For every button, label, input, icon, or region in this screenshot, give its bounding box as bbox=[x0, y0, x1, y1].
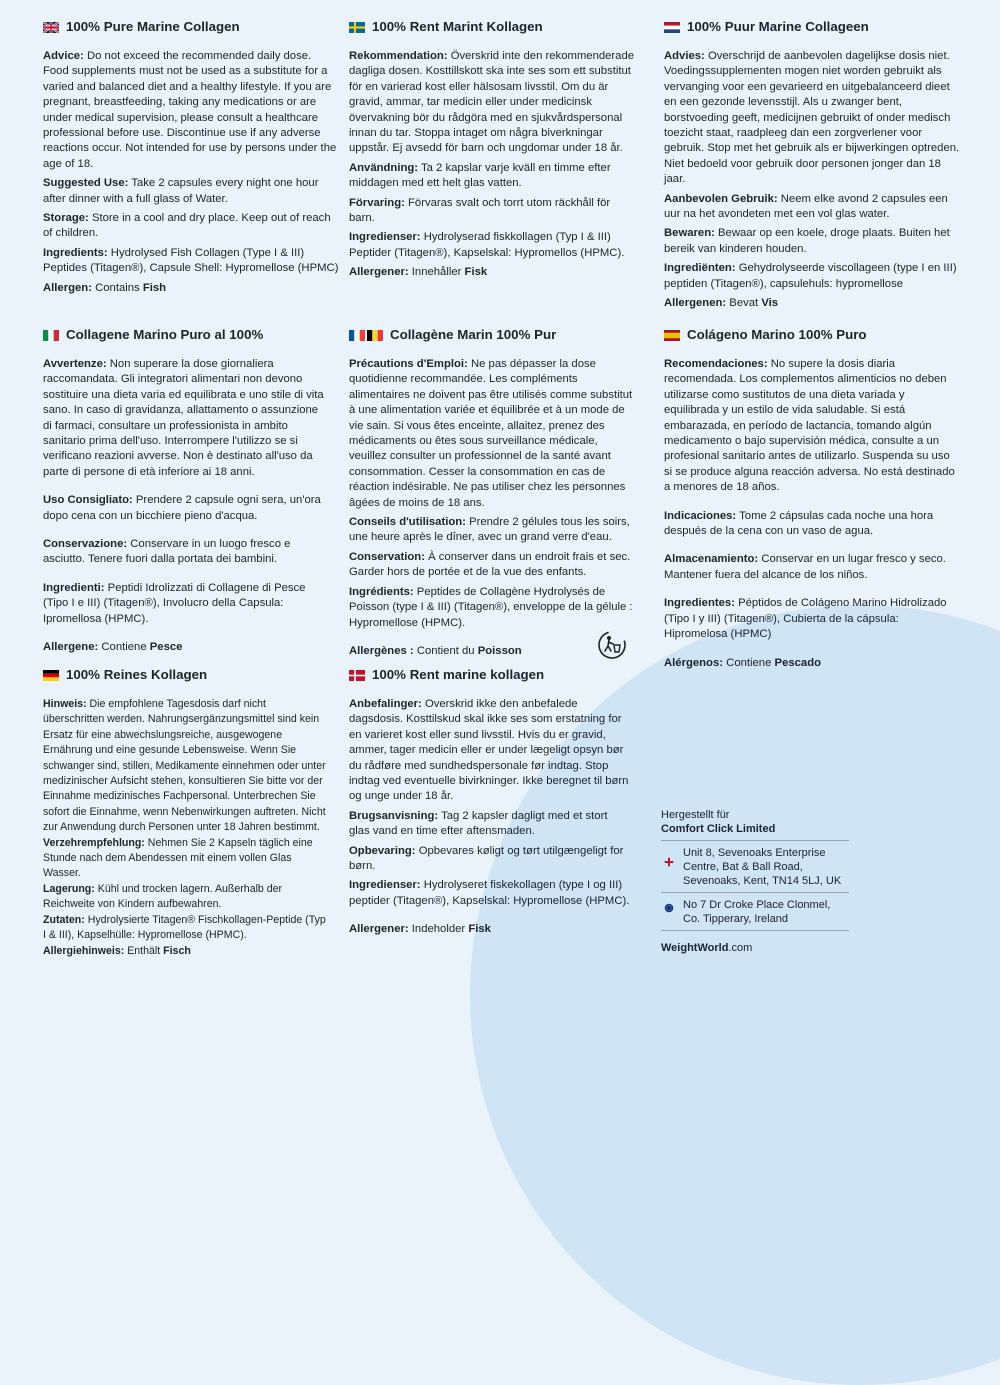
website-domain: .com bbox=[728, 942, 753, 954]
use-label: Conseils d'utilisation: bbox=[349, 516, 466, 529]
allergen-item: Fish bbox=[142, 281, 167, 294]
section-dutch bbox=[664, 19, 960, 316]
sweden-flag-icon bbox=[349, 22, 365, 33]
use-text: Prendre 2 gélules tous les soirs, une heure après le dîner, avec un grand verre d'eau. bbox=[349, 516, 630, 544]
allergen-label: Allergene: bbox=[43, 641, 99, 654]
use-text: Tome 2 cápsulas cada noche una hora después de la cena con un vaso de agua. bbox=[664, 509, 934, 538]
manufacturer-block bbox=[661, 808, 849, 955]
section-italian bbox=[43, 327, 327, 660]
advice-label: Avvertenze: bbox=[43, 358, 107, 370]
section-swedish bbox=[349, 19, 639, 285]
ingredients-text: Gehydrolyseerde viscollageen (type I en III) peptiden (Titagen®), capsulehuls: hypromellose bbox=[664, 262, 957, 290]
title-text: Colágeno Marino 100% Puro bbox=[687, 327, 867, 342]
title-text: 100% Reines Kollagen bbox=[66, 667, 208, 682]
ingredients-label: Ingredients: bbox=[43, 246, 108, 259]
allergen-item: Fisch bbox=[163, 944, 191, 957]
ingredients-text: Hydrolysed Fish Collagen (Type I & III) Peptides (Titagen®), Capsule Shell: Hypromellose (HPMC) bbox=[43, 246, 339, 275]
germany-flag-icon bbox=[43, 670, 59, 681]
allergen-item: Poisson bbox=[477, 644, 522, 657]
storage-label: Almacenamiento: bbox=[664, 553, 759, 566]
section-title bbox=[349, 19, 639, 35]
use-text: Tag 2 kapsler dagligt med et stort glas vand en time efter aftensmaden. bbox=[349, 809, 608, 838]
title-text: Collagene Marino Puro al 100% bbox=[66, 327, 264, 342]
ingredients-label: Ingredienti: bbox=[43, 581, 105, 594]
storage-text: Bewaar op een koele, droge plaats. Buiten het bereik van kinderen houden. bbox=[664, 227, 950, 255]
address-ie bbox=[661, 892, 849, 931]
allergen-item: Fisk bbox=[464, 266, 488, 279]
ingredients-text: Peptides de Collagène Hydrolysés de Poisson (type I & III) (Titagen®), enveloppe de la gélule : Hypromellose (HPMC). bbox=[349, 585, 633, 629]
section-french bbox=[349, 327, 635, 663]
title-text: 100% Rent marine kollagen bbox=[372, 667, 545, 682]
use-text: Take 2 capsules every night one hour after dinner with a full glass of Water. bbox=[43, 177, 319, 205]
section-title bbox=[664, 19, 960, 35]
storage-label: Storage: bbox=[43, 212, 89, 225]
ingredients-label: Ingrediënten: bbox=[664, 262, 736, 275]
storage-label: Lagerung: bbox=[43, 882, 95, 895]
ingredients-label: Ingredienser: bbox=[349, 231, 421, 244]
section-english bbox=[43, 19, 339, 300]
storage-text: Conservare in un luogo fresco e asciutto. Tenere fuori dalla portata dei bambini. bbox=[43, 538, 291, 566]
spain-flag-icon bbox=[664, 330, 680, 341]
allergen-text: Indeholder bbox=[411, 923, 466, 936]
advice-text: Överskrid inte den rekommenderade dagliga dosen. Kosttillskott ska inte ses som ett substitut för en varierad kost eller hälsosam livsstil. Om du är gravid, ammar, tar medicin eller under medicinsk övervakning bör du rådgöra med en sjukvårdspersonal innan du tar. Stoppa intaget om några biverkningar uppstår. Ej avsedd för barn och ungdomar under 18 år. bbox=[349, 50, 635, 155]
company-name: Comfort Click Limited bbox=[661, 823, 776, 835]
title-text: 100% Rent Marint Kollagen bbox=[372, 19, 543, 34]
section-title bbox=[664, 327, 960, 343]
storage-text: Conservar en un lugar fresco y seco. Mantener fuera del alcance de los niños. bbox=[664, 553, 946, 581]
allergen-label: Allergiehinweis: bbox=[43, 944, 125, 957]
section-title bbox=[43, 327, 327, 343]
storage-text: Kühl und trocken lagern. Außerhalb der Reichweite von Kindern aufbewahren. bbox=[43, 882, 283, 911]
section-spanish bbox=[664, 327, 960, 675]
use-label: Verzehrempfehlung: bbox=[43, 836, 145, 849]
advice-text: Overschrijd de aanbevolen dagelijkse dosis niet. Voedingssupplementen mogen niet worden gebruikt als vervanging voor een gevarieerd en uitgebalanceerd dieet en een gezonde levensstijl. Als u zwanger bent, borstvoeding geeft, medicijnen gebruikt of onder medisch toezicht staat, raadpleeg dan een zorgverlener voor gebruik. Stop met het gebruik als er bijwerkingen optreden. Niet bedoeld voor gebruik door personen jonger dan 18 jaar. bbox=[664, 50, 960, 186]
use-text: Prendere 2 capsule ogni sera, un'ora dopo cena con un bicchiere pieno d'acqua. bbox=[43, 494, 321, 522]
allergen-item: Pesce bbox=[149, 641, 183, 654]
allergen-label: Allergener: bbox=[349, 923, 409, 936]
advice-label: Hinweis: bbox=[43, 698, 87, 710]
use-label: Aanbevolen Gebruik: bbox=[664, 192, 778, 205]
allergen-text: Contient du bbox=[416, 644, 475, 657]
storage-label: Opbevaring: bbox=[349, 844, 416, 857]
storage-text: Förvaras svalt och torrt utom räckhåll för barn. bbox=[349, 196, 611, 225]
ingredients-text: Péptidos de Colágeno Marino Hidrolizado (Tipo I y III) (Titagen®), Cubierta de la cápsula: Hipromelosa (HPMC) bbox=[664, 597, 947, 641]
title-text: Collagène Marin 100% Pur bbox=[390, 327, 557, 342]
section-title bbox=[43, 19, 339, 35]
storage-label: Conservazione: bbox=[43, 538, 128, 551]
eu-flag-icon bbox=[661, 900, 677, 916]
france-flag-icon bbox=[349, 330, 365, 341]
section-danish bbox=[349, 667, 631, 942]
allergen-item: Fisk bbox=[468, 923, 491, 936]
advice-text: Overskrid ikke den anbefalede dagsdosis. Kosttilskud skal ikke ses som erstatning for en varieret kost eller sund livsstil. Hvis du er gravid, ammer, tager medicin eller er under lægeligt opsyn bør du rådføre med sundhedspersonale før indtag. Stop indtag ved eventuelle bivirkninger. Ikke beregnet til børn og unge under 18 år. bbox=[349, 698, 629, 803]
advice-text: No supere la dosis diaria recomendada. Los complementos alimenticios no deben utilizarse como sustitutos de una dieta variada y equilibrada y un estilo de vida saludable. Si está embarazada, en período de lactancia, tomando algún medicamento o bajo supervisión médica, consulte a un profesional sanitario antes de utilizarlo. Suspenda su uso si se produce alguna reacción adversa. No está destinado a menores de 18 años. bbox=[664, 358, 955, 494]
allergen-label: Allergen: bbox=[43, 281, 92, 294]
use-label: Indicaciones: bbox=[664, 509, 737, 522]
allergen-item: Vis bbox=[761, 297, 779, 310]
allergen-text: Enthält bbox=[127, 944, 161, 957]
allergen-text: Bevat bbox=[729, 297, 759, 310]
advice-label: Advies: bbox=[664, 50, 705, 62]
storage-label: Conservation: bbox=[349, 550, 425, 563]
allergen-item: Pescado bbox=[774, 656, 821, 669]
tidyman-dispose-icon bbox=[597, 630, 627, 660]
netherlands-flag-icon bbox=[664, 22, 680, 33]
advice-label: Recomendaciones: bbox=[664, 358, 768, 370]
uk-flag-icon bbox=[43, 22, 59, 33]
storage-text: Store in a cool and dry place. Keep out of reach of children. bbox=[43, 212, 331, 240]
advice-text: Non superare la dose giornaliera raccomandata. Gli integratori alimentari non devono sostituire una dieta varia ed equilibrata e uno stile di vita sano. In caso di gravidanza, allattamento o assunzione di farmaci, consultare un professionista in ambito sanitario prima dell'uso. Interrompere l'utilizzo se si verificano reazioni avverse. Non è destinato all'uso da parte di persone di età inferiore ai 18 anni. bbox=[43, 358, 324, 478]
storage-text: À conserver dans un endroit frais et sec. Garder hors de portée et de la vue des enfants. bbox=[349, 550, 631, 579]
ingredients-text: Hydrolysierte Titagen® Fischkollagen-Peptide (Typ I & III), Kapselhülle: Hypromellose (HPMC). bbox=[43, 913, 326, 942]
use-label: Brugsanvisning: bbox=[349, 809, 439, 822]
italy-flag-icon bbox=[43, 330, 59, 341]
advice-label: Précautions d'Emploi: bbox=[349, 358, 468, 370]
ingredients-text: Hydrolyserad fiskkollagen (Typ I & III) Peptider (Titagen®), Kapselskal: Hypromellos (HPMC). bbox=[349, 231, 625, 259]
allergen-label: Allergenen: bbox=[664, 297, 727, 310]
allergen-text: Contains bbox=[95, 281, 140, 294]
allergen-text: Innehåller bbox=[411, 266, 462, 279]
made-for-label: Hergestellt für bbox=[661, 809, 730, 821]
address-uk bbox=[661, 840, 849, 892]
ingredients-label: Ingredienser: bbox=[349, 879, 421, 892]
section-title bbox=[349, 327, 635, 343]
allergen-label: Alérgenos: bbox=[664, 656, 724, 669]
storage-label: Bewaren: bbox=[664, 227, 715, 240]
section-title bbox=[349, 667, 631, 683]
use-label: Uso Consigliato: bbox=[43, 494, 133, 507]
ingredients-text: Hydrolyseret fiskekollagen (type I og III) peptider (Titagen®), Kapselskal: Hypromellose (HPMC). bbox=[349, 879, 630, 907]
use-text: Neem elke avond 2 capsules een uur na het avondeten met een vol glas water. bbox=[664, 192, 948, 221]
advice-text: Die empfohlene Tagesdosis darf nicht überschritten werden. Nahrungsergänzungsmittel sind kein Ersatz für eine abwechslungsreiche, ausgewogene Ernährung und eine gesunde Lebensweise. Wenn Sie schwanger sind, stillen, Medikamente einnehmen oder unter medizinischer Aufsicht stehen, konsultieren Sie bitte vor der Einnahme medizinisches Fachpersonal. Unterbrechen Sie sofort die Einnahme, wenn Nebenwirkungen auftreten. Nicht zur Anwendung durch Personen unter 18 Jahren bestimmt. bbox=[43, 698, 326, 834]
advice-text: Do not exceed the recommended daily dose. Food supplements must not be used as a substitute for a varied and balanced diet and a healthy lifestyle. If you are pregnant, breastfeeding, taking any medications or are under medical supervision, please consult a healthcare professional before use. Discontinue use if any adverse reactions occur. Not intended for use by persons under the age of 18. bbox=[43, 50, 337, 170]
section-title bbox=[43, 667, 329, 683]
ingredients-label: Ingredientes: bbox=[664, 597, 735, 610]
ingredients-label: Zutaten: bbox=[43, 913, 85, 926]
use-label: Användning: bbox=[349, 161, 419, 174]
use-text: Nehmen Sie 2 Kapseln täglich eine Stunde nach dem Abendessen mit einem vollen Glas Wasser. bbox=[43, 836, 313, 880]
use-label: Suggested Use: bbox=[43, 177, 129, 190]
address-uk-text: Unit 8, Sevenoaks Enterprise Centre, Bat & Ball Road, Sevenoaks, Kent, TN14 5LJ, UK bbox=[683, 847, 842, 887]
ingredients-label: Ingrédients: bbox=[349, 585, 414, 598]
denmark-flag-icon bbox=[349, 670, 365, 681]
allergen-text: Contiene bbox=[101, 641, 147, 654]
allergen-label: Allergènes : bbox=[349, 644, 414, 657]
section-german bbox=[43, 667, 329, 959]
title-text: 100% Pure Marine Collagen bbox=[66, 19, 240, 34]
storage-label: Förvaring: bbox=[349, 196, 405, 209]
advice-text: Ne pas dépasser la dose quotidienne recommandée. Les compléments alimentaires ne doivent pas être utilisés comme substitut à une alimentation variée et équilibrée et à un mode de vie sain. Si vous êtes enceinte, allaitez, prenez des médicaments ou êtes sous surveillance médicale, veuillez consulter un professionnel de la santé avant consommation. Cesser la consommation en cas de réaction indésirable. Ne pas utiliser chez les personnes âgées de moins de 18 ans. bbox=[349, 358, 633, 509]
website bbox=[661, 941, 849, 955]
use-text: Ta 2 kapslar varje kväll en timme efter middagen med ett helt glas vatten. bbox=[349, 161, 611, 190]
belgium-flag-icon bbox=[367, 330, 383, 341]
ingredients-text: Peptidi Idrolizzati di Collagene di Pesce (Tipo I e III) (Titagen®), Involucro della Capsula: Ipromellosa (HPMC). bbox=[43, 581, 306, 625]
uk-round-flag-icon bbox=[661, 854, 677, 870]
allergen-label: Allergener: bbox=[349, 266, 409, 279]
advice-label: Anbefalinger: bbox=[349, 698, 422, 710]
website-name: WeightWorld bbox=[661, 942, 729, 954]
storage-text: Opbevares køligt og tørt utilgængeligt for børn. bbox=[349, 844, 624, 873]
title-text: 100% Puur Marine Collageen bbox=[687, 19, 869, 34]
address-ie-text: No 7 Dr Croke Place Clonmel, Co. Tipperary, Ireland bbox=[683, 899, 831, 925]
allergen-text: Contiene bbox=[726, 656, 772, 669]
advice-label: Rekommendation: bbox=[349, 50, 448, 62]
advice-label: Advice: bbox=[43, 50, 84, 62]
